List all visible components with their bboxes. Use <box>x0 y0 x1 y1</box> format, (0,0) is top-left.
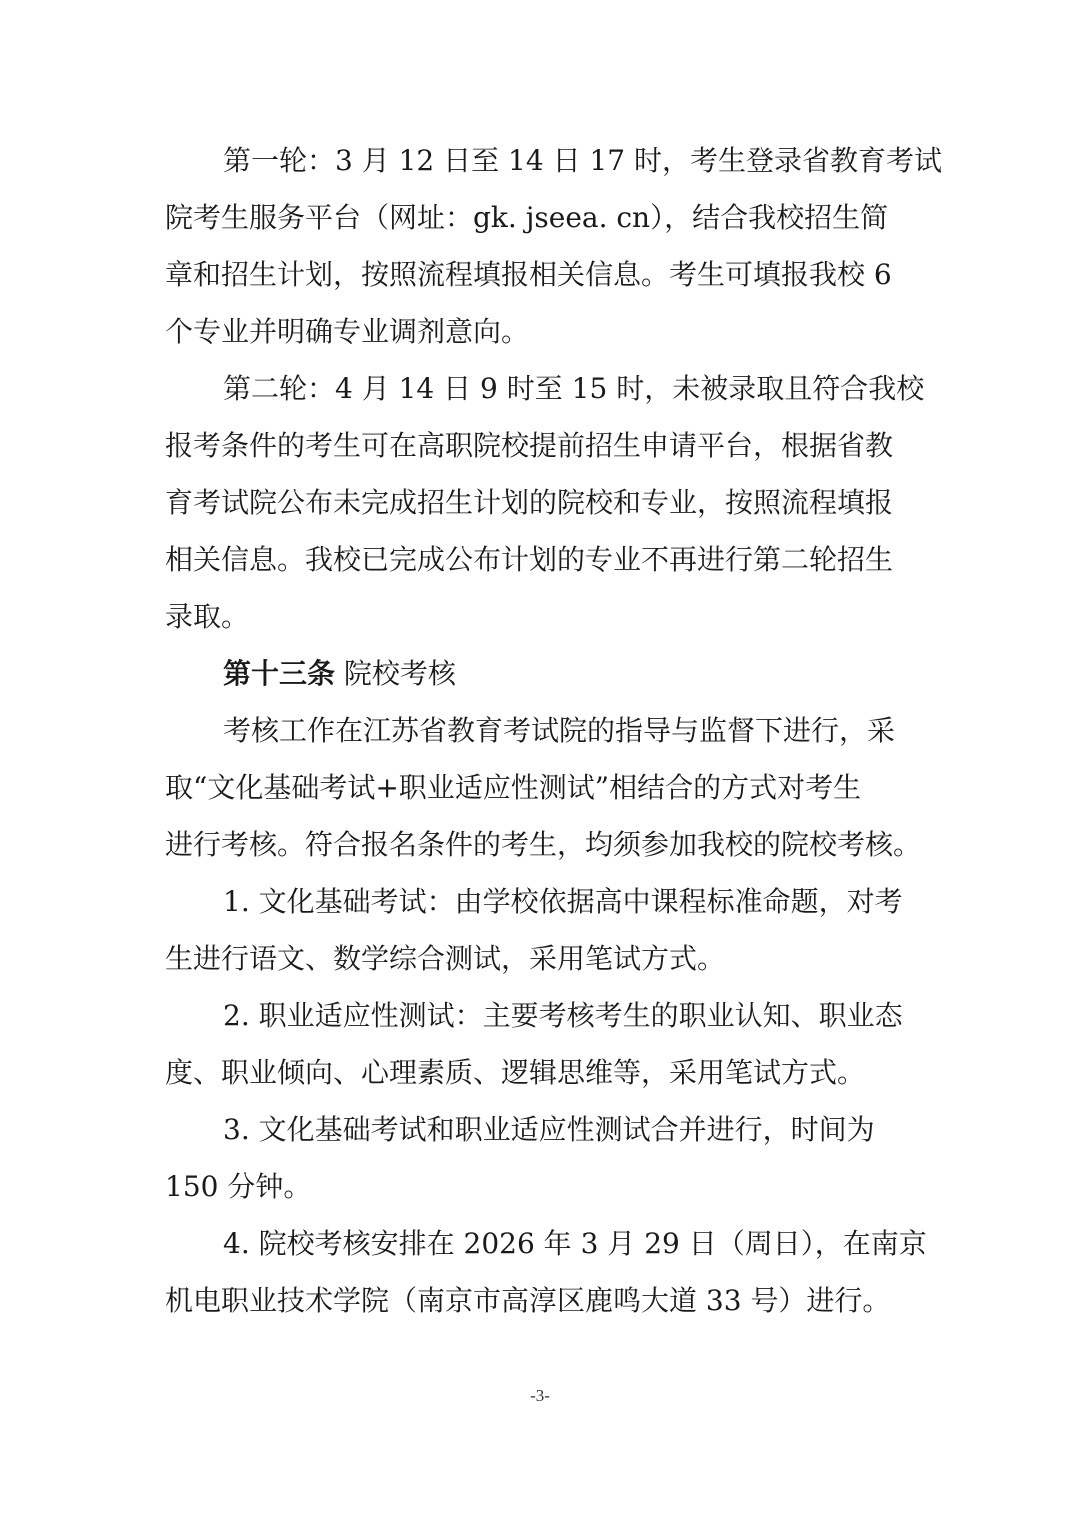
text-line: 取“文化基础考试+职业适应性测试”相结合的方式对考生 <box>165 771 862 804</box>
text-line: 考核工作在江苏省教育考试院的指导与监督下进行，采 <box>223 714 896 747</box>
text-line: 生进行语文、数学综合测试，采用笔试方式。 <box>165 942 726 975</box>
text-line: 育考试院公布未完成招生计划的院校和专业，按照流程填报 <box>165 486 894 519</box>
text-line: 1. 文化基础考试：由学校依据高中课程标准命题，对考 <box>223 885 903 918</box>
article-label: 第十三条 <box>223 657 336 690</box>
text-line: 相关信息。我校已完成公布计划的专业不再进行第二轮招生 <box>165 543 894 576</box>
text-line: 进行考核。符合报名条件的考生，均须参加我校的院校考核。 <box>165 828 922 861</box>
text-line: 第二轮：4 月 14 日 9 时至 15 时，未被录取且符合我校 <box>223 372 925 405</box>
text-line: 4. 院校考核安排在 2026 年 3 月 29 日（周日），在南京 <box>223 1227 927 1260</box>
text-line: 章和招生计划，按照流程填报相关信息。考生可填报我校 6 <box>165 258 892 291</box>
text-line: 机电职业技术学院（南京市高淳区鹿鸣大道 33 号）进行。 <box>165 1284 891 1317</box>
text-line: 录取。 <box>165 600 250 633</box>
text-line: 2. 职业适应性测试：主要考核考生的职业认知、职业态 <box>223 999 903 1032</box>
article-title: 院校考核 <box>343 657 456 690</box>
text-line: 个专业并明确专业调剂意向。 <box>165 315 530 348</box>
article-heading <box>0 654 1080 694</box>
text-line: 3. 文化基础考试和职业适应性测试合并进行，时间为 <box>223 1113 875 1146</box>
text-line: 院考生服务平台（网址：gk. jseea. cn），结合我校招生简 <box>165 201 889 234</box>
text-line: 度、职业倾向、心理素质、逻辑思维等，采用笔试方式。 <box>165 1056 866 1089</box>
page-number: -3- <box>530 1386 550 1405</box>
text-line: 150 分钟。 <box>165 1170 312 1203</box>
text-line: 报考条件的考生可在高职院校提前招生申请平台，根据省教 <box>165 429 894 462</box>
text-line: 第一轮：3 月 12 日至 14 日 17 时，考生登录省教育考试 <box>223 144 943 177</box>
